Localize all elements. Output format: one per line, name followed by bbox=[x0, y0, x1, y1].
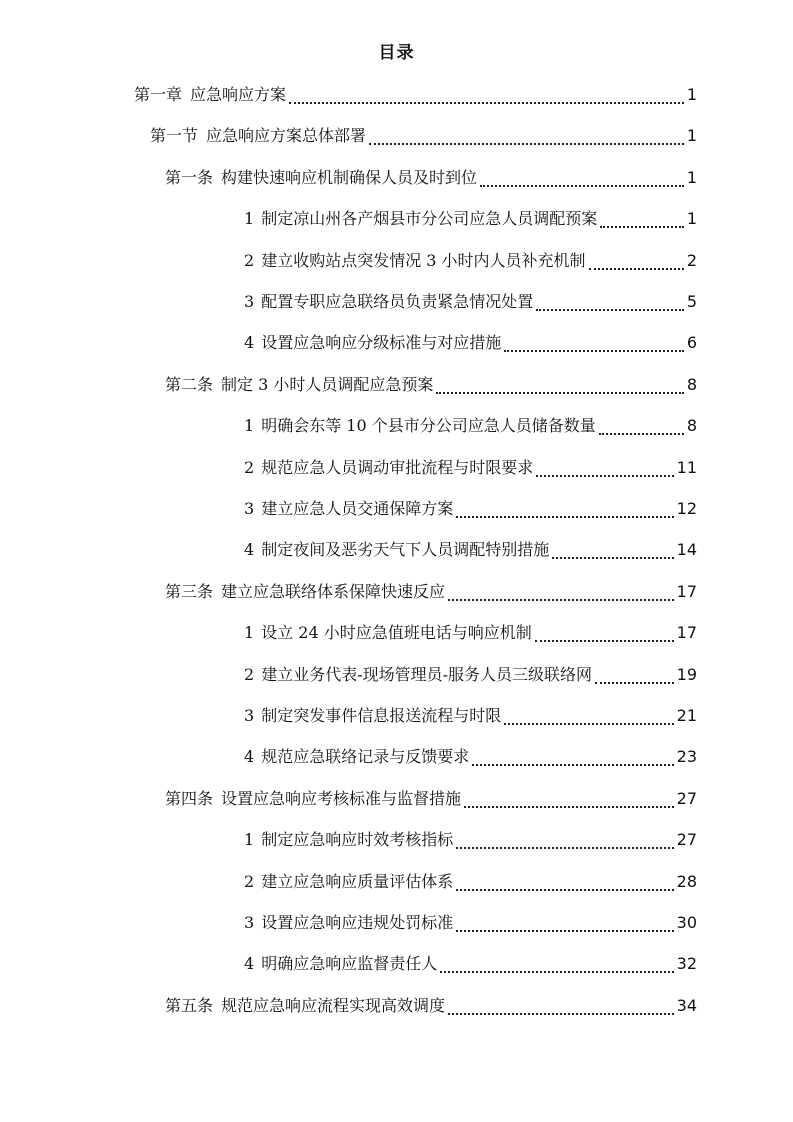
toc-entry-item[interactable] bbox=[244, 744, 697, 772]
toc-entry-number: 1 bbox=[244, 416, 255, 435]
toc-entry-article-5[interactable] bbox=[165, 993, 697, 1021]
toc-entry-item[interactable] bbox=[244, 910, 697, 938]
toc-entry-item[interactable] bbox=[244, 413, 697, 441]
toc-entry-text: 规范应急人员调动审批流程与时限要求 bbox=[261, 458, 534, 477]
toc-title: 目录 bbox=[378, 43, 415, 63]
toc-entry-text: 明确会东等 10 个县市分公司应急人员储备数量 bbox=[261, 416, 596, 435]
toc-entry-text: 规范应急响应流程实现高效调度 bbox=[221, 996, 446, 1015]
toc-entry-text: 建立收购站点突发情况 3 小时内人员补充机制 bbox=[261, 251, 586, 270]
toc-leader-dots bbox=[456, 516, 673, 518]
toc-entry-number: 第一节 bbox=[150, 126, 199, 145]
toc-entry-text: 构建快速响应机制确保人员及时到位 bbox=[221, 168, 478, 187]
toc-entry-page: 17 bbox=[676, 582, 697, 601]
toc-entry-page: 1 bbox=[686, 209, 697, 228]
toc-entry-item[interactable] bbox=[244, 662, 697, 690]
toc-entry-text: 明确应急响应监督责任人 bbox=[261, 954, 438, 973]
toc-entry-text: 建立应急联络体系保障快速反应 bbox=[221, 582, 446, 601]
toc-entry-page: 14 bbox=[676, 540, 697, 559]
toc-entry-page: 17 bbox=[676, 623, 697, 642]
toc-entry-number: 第二条 bbox=[165, 375, 214, 394]
toc-entry-page: 27 bbox=[676, 789, 697, 808]
toc-entry-page: 2 bbox=[686, 251, 697, 270]
toc-entry-number: 2 bbox=[244, 251, 255, 270]
toc-entry-number: 第三条 bbox=[165, 582, 214, 601]
toc-entry-page: 11 bbox=[676, 458, 697, 477]
toc-entry-text: 设置应急响应考核标准与监督措施 bbox=[221, 789, 462, 808]
toc-leader-dots bbox=[472, 764, 673, 766]
toc-entry-article-1[interactable] bbox=[165, 165, 697, 193]
toc-leader-dots bbox=[504, 723, 673, 725]
toc-leader-dots bbox=[595, 682, 674, 684]
toc-leader-dots bbox=[456, 889, 673, 891]
toc-entry-number: 2 bbox=[244, 458, 255, 477]
toc-entry-number: 3 bbox=[244, 292, 255, 311]
toc-entry-number: 4 bbox=[244, 747, 255, 766]
toc-leader-dots bbox=[448, 1013, 674, 1015]
toc-entry-number: 第五条 bbox=[165, 996, 214, 1015]
toc-entry-number: 3 bbox=[244, 499, 255, 518]
toc-entry-page: 23 bbox=[676, 747, 697, 766]
toc-entry-article-3[interactable] bbox=[165, 579, 697, 607]
toc-entry-number: 第一条 bbox=[165, 168, 214, 187]
toc-entry-article-4[interactable] bbox=[165, 786, 697, 814]
toc-entry-number: 4 bbox=[244, 540, 255, 559]
toc-entry-number: 3 bbox=[244, 706, 255, 725]
toc-entry-number: 4 bbox=[244, 333, 255, 352]
toc-entry-number: 第一章 bbox=[134, 85, 183, 104]
toc-entry-text: 制定应急响应时效考核指标 bbox=[261, 830, 454, 849]
toc-entry-page: 19 bbox=[676, 665, 697, 684]
toc-entry-item[interactable] bbox=[244, 455, 697, 483]
toc-entry-number: 1 bbox=[244, 623, 255, 642]
toc-entry-page: 1 bbox=[686, 126, 697, 145]
toc-leader-dots bbox=[599, 433, 684, 435]
toc-entry-item[interactable] bbox=[244, 289, 697, 317]
toc-entry-number: 2 bbox=[244, 872, 255, 891]
toc-entry-text: 应急响应方案总体部署 bbox=[206, 126, 367, 145]
toc-entry-item[interactable] bbox=[244, 206, 697, 234]
toc-entry-number: 1 bbox=[244, 830, 255, 849]
toc-leader-dots bbox=[589, 268, 684, 270]
toc-entry-item[interactable] bbox=[244, 703, 697, 731]
toc-entry-item[interactable] bbox=[244, 496, 697, 524]
toc-entry-text: 建立应急人员交通保障方案 bbox=[261, 499, 454, 518]
toc-entry-item[interactable] bbox=[244, 537, 697, 565]
toc-entry-text: 规范应急联络记录与反馈要求 bbox=[261, 747, 470, 766]
toc-entry-page: 28 bbox=[676, 872, 697, 891]
toc-entry-item[interactable] bbox=[244, 248, 697, 276]
toc-leader-dots bbox=[504, 350, 684, 352]
toc-entry-page: 8 bbox=[686, 416, 697, 435]
toc-entry-chapter-1[interactable] bbox=[134, 82, 697, 110]
toc-entry-number: 4 bbox=[244, 954, 255, 973]
toc-entry-text: 制定突发事件信息报送流程与时限 bbox=[261, 706, 502, 725]
toc-entry-text: 制定 3 小时人员调配应急预案 bbox=[221, 375, 434, 394]
toc-leader-dots bbox=[448, 599, 674, 601]
toc-entry-page: 1 bbox=[686, 85, 697, 104]
toc-leader-dots bbox=[536, 475, 673, 477]
toc-entry-text: 制定夜间及恶劣天气下人员调配特别措施 bbox=[261, 540, 550, 559]
toc-entry-page: 5 bbox=[686, 292, 697, 311]
toc-leader-dots bbox=[369, 143, 684, 145]
toc-entry-text: 建立业务代表-现场管理员-服务人员三级联络网 bbox=[261, 665, 593, 684]
toc-entry-number: 第四条 bbox=[165, 789, 214, 808]
toc-entry-page: 32 bbox=[676, 954, 697, 973]
toc-leader-dots bbox=[440, 971, 673, 973]
toc-leader-dots bbox=[289, 102, 684, 104]
toc-leader-dots bbox=[536, 309, 684, 311]
toc-entry-page: 30 bbox=[676, 913, 697, 932]
toc-leader-dots bbox=[456, 930, 673, 932]
toc-entry-page: 12 bbox=[676, 499, 697, 518]
toc-entry-page: 1 bbox=[686, 168, 697, 187]
toc-entry-text: 配置专职应急联络员负责紧急情况处置 bbox=[261, 292, 534, 311]
toc-leader-dots bbox=[600, 226, 684, 228]
toc-entry-page: 27 bbox=[676, 830, 697, 849]
toc-entry-section-1[interactable] bbox=[150, 123, 697, 151]
toc-entry-item[interactable] bbox=[244, 951, 697, 979]
toc-leader-dots bbox=[552, 557, 673, 559]
toc-entry-text: 建立应急响应质量评估体系 bbox=[261, 872, 454, 891]
toc-entry-item[interactable] bbox=[244, 827, 697, 855]
toc-leader-dots bbox=[464, 806, 674, 808]
toc-leader-dots bbox=[436, 392, 683, 394]
toc-leader-dots bbox=[535, 640, 674, 642]
toc-entry-page: 8 bbox=[686, 375, 697, 394]
toc-entry-text: 设置应急响应分级标准与对应措施 bbox=[261, 333, 502, 352]
toc-entry-item[interactable] bbox=[244, 869, 697, 897]
toc-entry-text: 设置应急响应违规处罚标准 bbox=[261, 913, 454, 932]
toc-entry-article-2[interactable] bbox=[165, 372, 697, 400]
toc-entry-number: 1 bbox=[244, 209, 255, 228]
toc-entry-text: 制定凉山州各产烟县市分公司应急人员调配预案 bbox=[261, 209, 598, 228]
toc-entry-page: 34 bbox=[676, 996, 697, 1015]
toc-entry-page: 21 bbox=[676, 706, 697, 725]
toc-entry-text: 设立 24 小时应急值班电话与响应机制 bbox=[261, 623, 532, 642]
toc-entry-number: 3 bbox=[244, 913, 255, 932]
toc-leader-dots bbox=[456, 847, 673, 849]
toc-entry-item[interactable] bbox=[244, 330, 697, 358]
toc-entry-item[interactable] bbox=[244, 620, 697, 648]
toc-entry-text: 应急响应方案 bbox=[190, 85, 287, 104]
toc-entry-number: 2 bbox=[244, 665, 255, 684]
toc-leader-dots bbox=[480, 185, 684, 187]
toc-entry-page: 6 bbox=[686, 333, 697, 352]
